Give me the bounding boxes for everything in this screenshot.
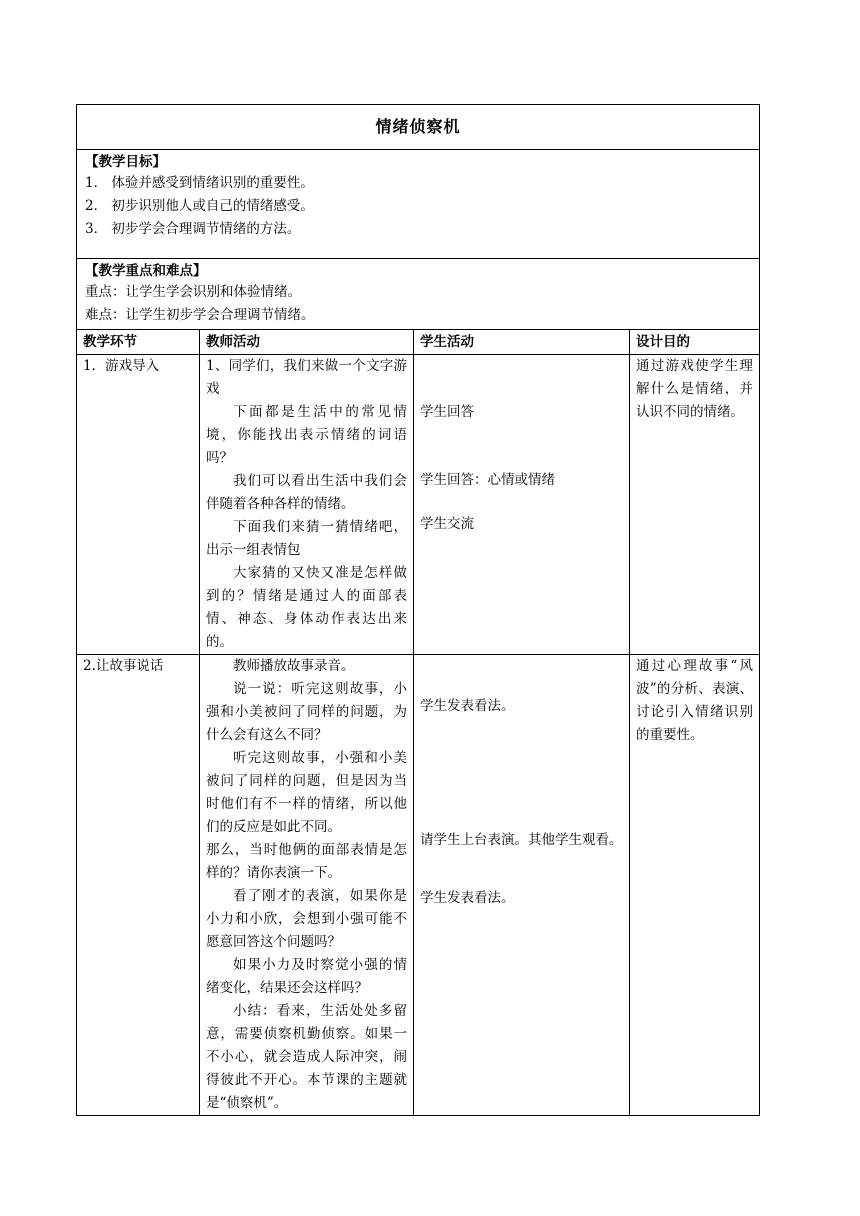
page-title: 情绪侦察机	[77, 105, 760, 150]
purpose-cell	[630, 355, 760, 655]
student-activity-line: 学生发表看法。	[420, 698, 515, 714]
teacher-paragraph: 小结：看来，生活处处多留意，需要侦察机勤侦察。如果一不小心，就会造成人际冲突，闹得彼此不开心。本节课的主题就是“侦察机”。	[206, 1003, 407, 1111]
table-row	[77, 355, 760, 655]
student-activity-cell	[414, 655, 630, 1116]
student-activity-line: 学生发表看法。	[420, 890, 515, 906]
teacher-paragraph: 那么，当时他俩的面部表情是怎样的？请你表演一下。	[206, 842, 407, 881]
student-activity-line: 请学生上台表演。其他学生观看。	[420, 832, 623, 848]
teacher-paragraph: 1、同学们，我们来做一个文字游戏	[206, 358, 407, 397]
lesson-plan-document	[76, 104, 759, 1116]
column-header-teacher: 教师活动	[200, 330, 414, 355]
student-activity-line: 学生交流	[420, 516, 474, 532]
objective-item: 1． 体验并感受到情绪识别的重要性。	[85, 175, 314, 191]
student-activity-line: 学生回答：心情或情绪	[420, 472, 555, 488]
purpose-cell	[630, 655, 760, 1116]
teacher-paragraph: 大家猜的又快又准是怎样做到的？情绪是通过人的面部表情、神态、身体动作表达出来的。	[206, 565, 407, 650]
student-activity-line: 学生回答	[420, 404, 474, 420]
phase-cell: 2.让故事说话	[77, 655, 200, 1116]
teacher-activity-cell	[200, 355, 414, 655]
key-points-heading: 【教学重点和难点】	[85, 263, 207, 279]
student-activity-cell	[414, 355, 630, 655]
column-header-phase: 教学环节	[77, 330, 200, 355]
column-header-purpose: 设计目的	[630, 330, 760, 355]
purpose-text: 通过心理故事“风波”的分析、表演、讨论引入情绪识别的重要性。	[636, 658, 754, 743]
teacher-paragraph: 看了刚才的表演，如果你是小力和小欣，会想到小强可能不愿意回答这个问题吗？	[206, 888, 407, 950]
teacher-paragraph: 说一说：听完这则故事，小强和小美被问了同样的问题，为什么会有这么不同？	[206, 681, 407, 743]
objectives-heading: 【教学目标】	[85, 154, 166, 170]
teacher-paragraph: 下面我们来猜一猜情绪吧，出示一组表情包	[206, 519, 407, 558]
objectives-section	[77, 150, 760, 259]
teacher-paragraph: 如果小力及时察觉小强的情绪变化，结果还会这样吗？	[206, 957, 407, 996]
teacher-activity-cell	[200, 655, 414, 1116]
key-point-item: 重点：让学生学会识别和体验情绪。	[85, 284, 301, 300]
phase-cell: 1．游戏导入	[77, 355, 200, 655]
teacher-paragraph: 下面都是生活中的常见情境，你能找出表示情绪的词语吗？	[206, 404, 407, 466]
lesson-plan-table	[76, 104, 760, 1116]
teacher-paragraph: 教师播放故事录音。	[233, 658, 355, 674]
difficulty-item: 难点：让学生初步学会合理调节情绪。	[85, 307, 315, 323]
objective-item: 3． 初步学会合理调节情绪的方法。	[85, 221, 301, 237]
key-points-section	[77, 259, 760, 330]
objective-item: 2． 初步识别他人或自己的情绪感受。	[85, 198, 314, 214]
purpose-text: 通过游戏使学生理解什么是情绪，并认识不同的情绪。	[636, 358, 754, 420]
teacher-paragraph: 我们可以看出生活中我们会伴随着各种各样的情绪。	[206, 473, 407, 512]
teacher-paragraph: 听完这则故事，小强和小美被问了同样的问题，但是因为当时他们有不一样的情绪，所以他们的反应是如此不同。	[206, 750, 407, 835]
column-header-student: 学生活动	[414, 330, 630, 355]
table-row	[77, 655, 760, 1116]
table-header-row	[77, 330, 760, 355]
